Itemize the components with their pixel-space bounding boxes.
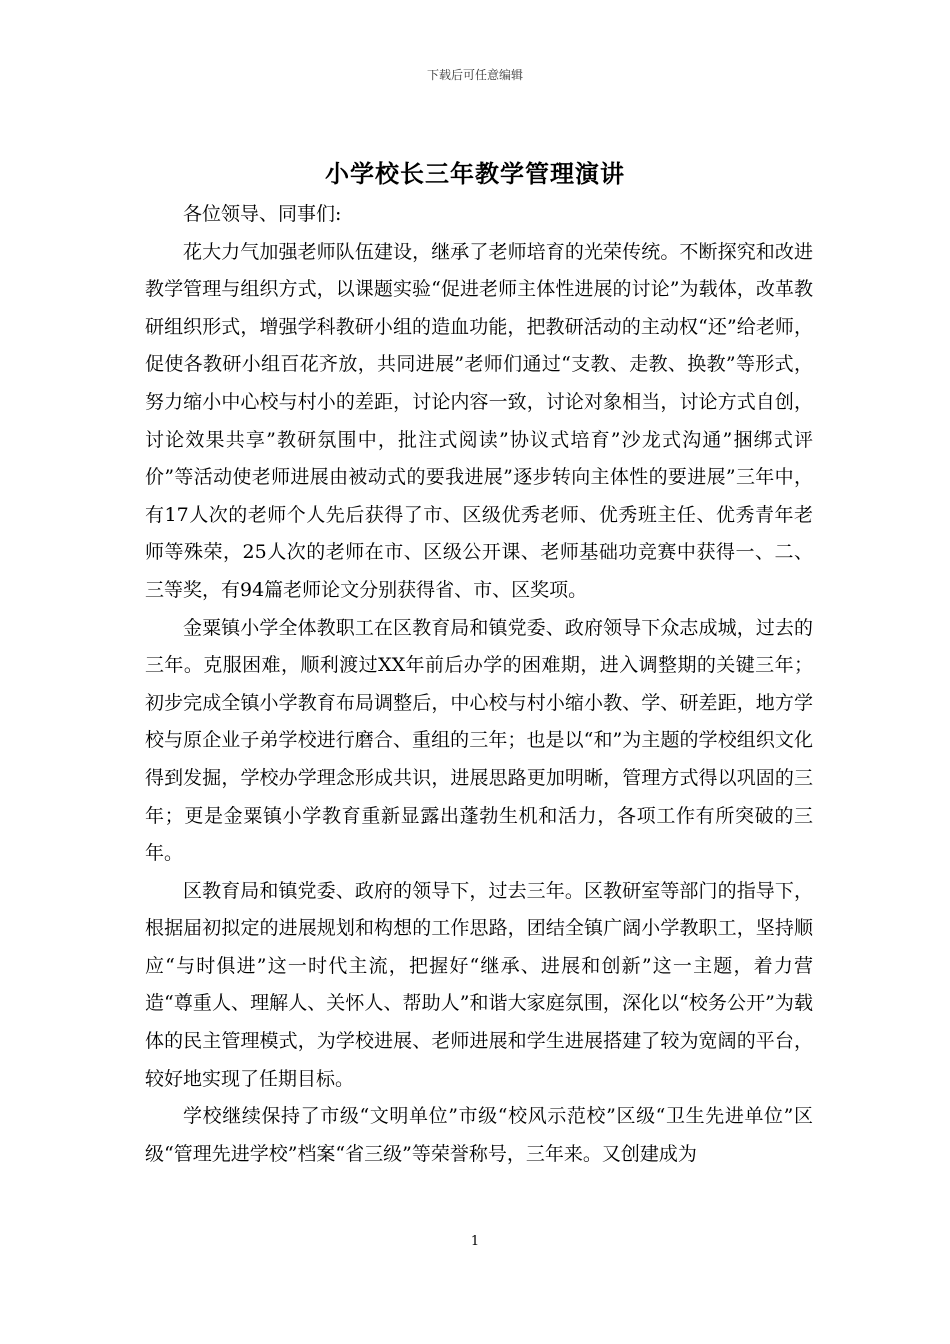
body-paragraph: 区教育局和镇党委、政府的领导下，过去三年。区教研室等部门的指导下，根据届初拟定的进展规划和构想的工作思路，团结全镇广阔小学教职工，坚持顺应“与时俱进”这一时代主流，把握好“继承、进展和创新”这一主题，着力营造“尊重人、理解人、关怀人、帮助人”和谐大家庭氛围，深化以“校务公开”为载体的民主管理模式，为学校进展、老师进展和学生进展搭建了较为宽阔的平台，较好地实现了任期目标。 [145, 879, 813, 1090]
header-note: 下载后可任意编辑 [426, 68, 523, 82]
greeting-paragraph: 各位领导、同事们: [183, 203, 342, 225]
page-number: 1 [470, 1234, 480, 1249]
body-paragraph: 学校继续保持了市级“文明单位”市级“校风示范校”区级“卫生先进单位”区级“管理先进学校”档案“省三级”等荣誉称号，三年来。又创建成为 [145, 1105, 813, 1165]
body-paragraph: 金粟镇小学全体教职工在区教育局和镇党委、政府领导下众志成城，过去的三年。克服困难，顺利渡过XX年前后办学的困难期，进入调整期的关键三年；初步完成全镇小学教育布局调整后，中心校与村小缩小教、学、研差距，地方学校与原企业子弟学校进行磨合、重组的三年；也是以“和”为主题的学校组织文化得到发掘，学校办学理念形成共识，进展思路更加明晰，管理方式得以巩固的三年；更是金粟镇小学教育重新显露出蓬勃生机和活力，各项工作有所突破的三年。 [145, 616, 813, 865]
document-title: 小学校长三年教学管理演讲 [325, 159, 625, 188]
document-body [145, 196, 813, 1173]
body-paragraph: 花大力气加强老师队伍建设，继承了老师培育的光荣传统。不断探究和改进教学管理与组织方式，以课题实验“促进老师主体性进展的讨论”为载体，改革教研组织形式，增强学科教研小组的造血功能，把教研活动的主动权“还”给老师，促使各教研小组百花齐放，共同进展”老师们通过“支教、走教、换教”等形式，努力缩小中心校与村小的差距，讨论内容一致，讨论对象相当，讨论方式自创，讨论效果共享”教研氛围中，批注式阅读”协议式培育”沙龙式沟通”捆绑式评价”等活动使老师进展由被动式的要我进展”逐步转向主体性的要进展”三年中，有17人次的老师个人先后获得了市、区级优秀老师、优秀班主任、优秀青年老师等殊荣，25人次的老师在市、区级公开课、老师基础功竞赛中获得一、二、三等奖，有94篇老师论文分别获得省、市、区奖项。 [145, 240, 813, 601]
